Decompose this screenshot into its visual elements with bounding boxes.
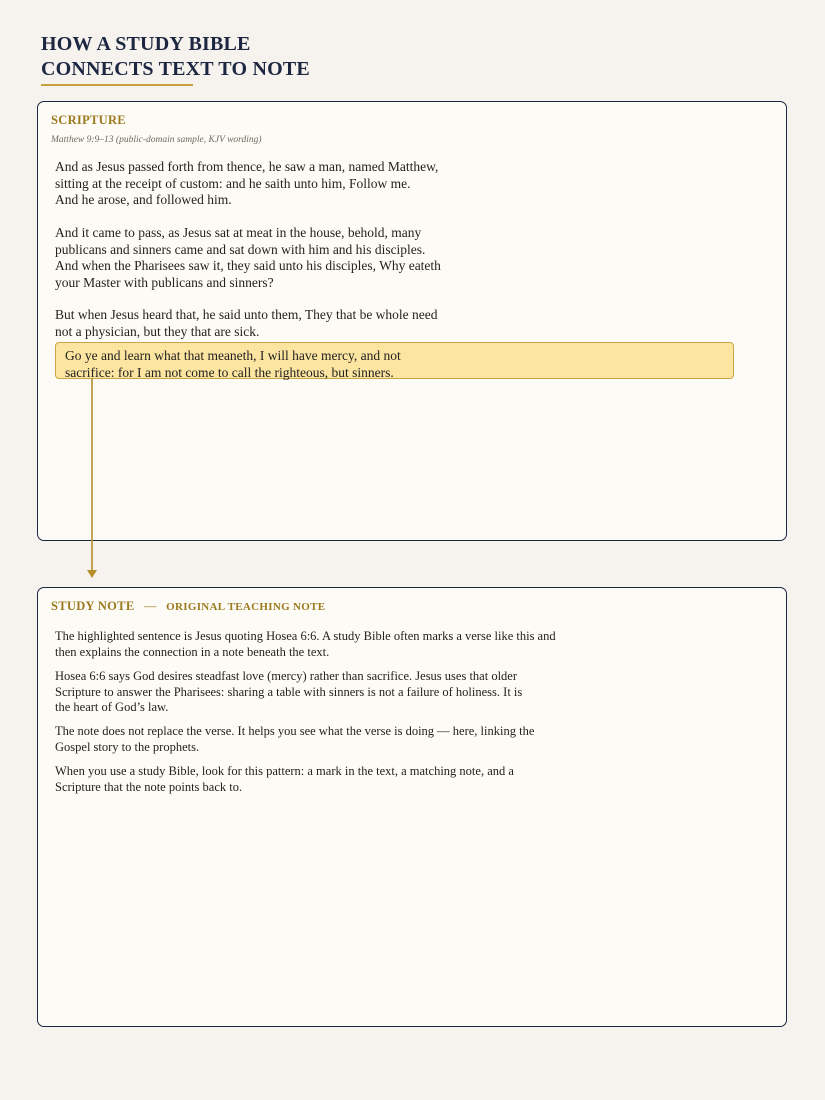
verse-block bbox=[55, 307, 438, 340]
highlighted-verse-line: Go ye and learn what that meaneth, I will have mercy, and not bbox=[65, 348, 401, 363]
highlighted-verse-line: sacrifice: for I am not come to call the righteous, but sinners. bbox=[65, 364, 394, 380]
verse-line: And he arose, and followed him. bbox=[55, 192, 232, 207]
note-line: The note does not replace the verse. It helps you see what the verse is doing — here, linking the bbox=[55, 724, 535, 738]
verse-line: But when Jesus heard that, he said unto them, They that be whole need bbox=[55, 307, 438, 322]
verse-line: And it came to pass, as Jesus sat at meat in the house, behold, many bbox=[55, 225, 422, 240]
note-paragraph bbox=[55, 669, 522, 716]
note-line: Gospel story to the prophets. bbox=[55, 739, 200, 754]
note-paragraph bbox=[55, 629, 556, 660]
verse-block bbox=[55, 159, 438, 209]
study-note-title: STUDY NOTE bbox=[51, 599, 135, 613]
note-line: The highlighted sentence is Jesus quoting Hosea 6:6. A study Bible often marks a verse like this and bbox=[55, 629, 556, 643]
note-line: then explains the connection in a note beneath the text. bbox=[55, 644, 330, 659]
verse-line: publicans and sinners came and sat down with him and his disciples. bbox=[55, 241, 426, 257]
note-paragraph bbox=[55, 764, 514, 795]
arrowhead-icon bbox=[87, 570, 97, 578]
label-separator: — bbox=[143, 599, 157, 613]
verse-line: your Master with publicans and sinners? bbox=[55, 274, 274, 290]
note-line: Scripture that the note points back to. bbox=[55, 779, 243, 794]
verse-line: And as Jesus passed forth from thence, he saw a man, named Matthew, bbox=[55, 159, 439, 174]
page-title-line: CONNECTS TEXT TO NOTE bbox=[41, 58, 310, 80]
page-title bbox=[41, 32, 310, 82]
highlighted-verse[interactable] bbox=[55, 342, 734, 379]
verse-line: And when the Pharisees saw it, they said unto his disciples, Why eateth bbox=[55, 258, 441, 273]
note-paragraph bbox=[55, 724, 534, 755]
note-line: Scripture to answer the Pharisees: sharing a table with sinners is not a failure of holiness. It is bbox=[55, 684, 523, 699]
scripture-panel bbox=[37, 101, 787, 541]
note-line: Hosea 6:6 says God desires steadfast love (mercy) rather than sacrifice. Jesus uses that older bbox=[55, 669, 517, 683]
verse-line: sitting at the receipt of custom: and he saith unto him, Follow me. bbox=[55, 175, 411, 191]
scripture-label: SCRIPTURE bbox=[51, 113, 126, 127]
study-note-panel bbox=[37, 587, 787, 1027]
verse-block bbox=[55, 225, 441, 291]
note-line: When you use a study Bible, look for this pattern: a mark in the text, a matching note, and a bbox=[55, 764, 514, 778]
scripture-source: Matthew 9:9–13 (public-domain sample, KJV wording) bbox=[51, 135, 262, 145]
title-underline bbox=[41, 84, 193, 86]
study-note-subtitle: ORIGINAL TEACHING NOTE bbox=[166, 601, 326, 613]
note-line: the heart of God’s law. bbox=[55, 700, 169, 714]
page-title-line: HOW A STUDY BIBLE bbox=[41, 33, 251, 55]
verse-line: not a physician, but they that are sick. bbox=[55, 323, 260, 339]
study-note-label bbox=[51, 599, 325, 614]
